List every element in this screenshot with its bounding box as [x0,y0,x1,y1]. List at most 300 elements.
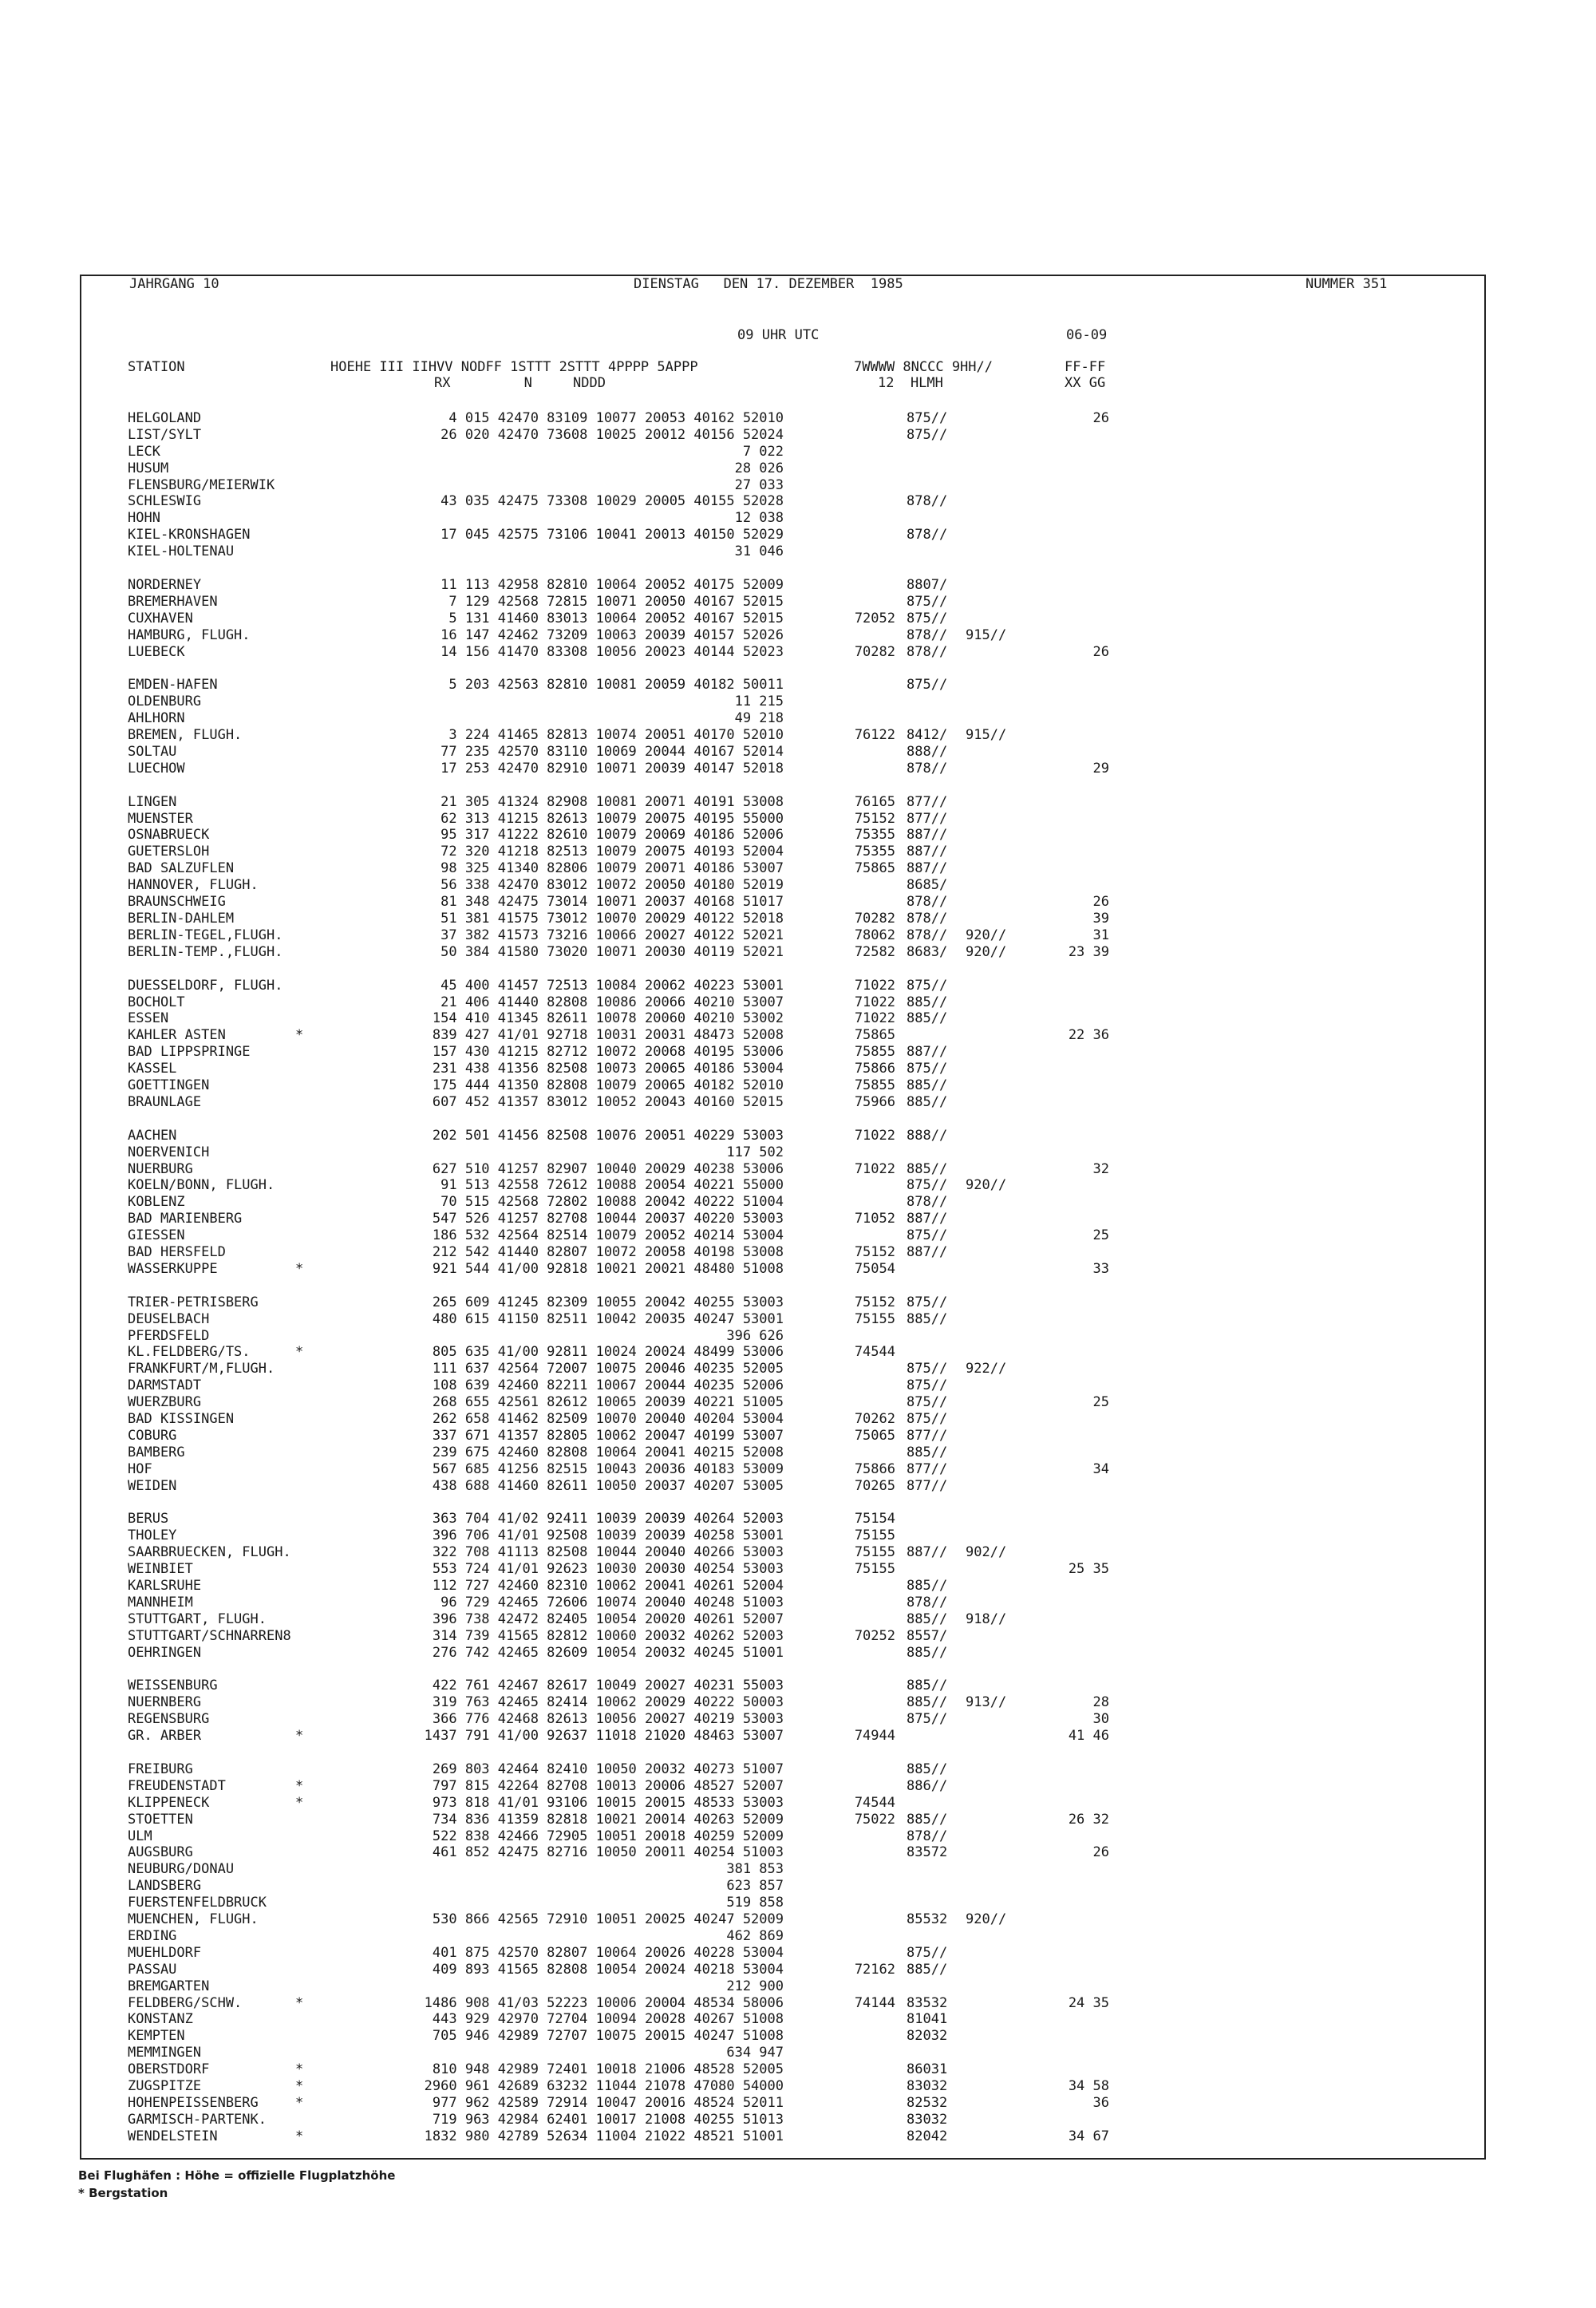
table-row [0,1928,1596,1944]
station-name: EMDEN-HAFEN [128,677,218,693]
gust-group: 41 46 [1068,1728,1109,1744]
table-row [0,460,1596,476]
station-name: FRANKFURT/M,FLUGH. [128,1361,275,1377]
weather-group: 71022 [854,1161,895,1177]
cloud-group: 81041 [907,2011,948,2027]
gust-group: 33 [1092,1261,1109,1277]
station-name: BAD MARIENBERG [128,1211,243,1227]
cloud-group: 887// [907,1544,948,1560]
weather-group: 75966 [854,1094,895,1110]
weather-group: 72162 [854,1962,895,1978]
station-name: GUETERSLOH [128,844,210,860]
observation-groups: 607 452 41357 83012 10052 20043 40160 52015 [432,1094,784,1110]
cloud-group: 85532 [907,1911,948,1927]
station-name: WEISSENBURG [128,1678,218,1693]
station-name: FLENSBURG/MEIERWIK [128,477,275,493]
station-name: BERLIN-DAHLEM [128,911,235,927]
table-row [0,1561,1596,1577]
cloud-group: 887// [907,1044,948,1060]
station-name: WEIDEN [128,1478,177,1494]
cloud-group: 887// [907,1244,948,1260]
weather-group: 75155 [854,1527,895,1543]
observation-groups: 530 866 42565 72910 10051 20025 40247 52009 [432,1911,784,1927]
station-name: COBURG [128,1428,177,1444]
observation-groups: 186 532 42564 82514 10079 20052 40214 53004 [432,1227,784,1243]
cloud-group: 878// [907,927,948,943]
table-row [0,1812,1596,1828]
observation-groups: 77 235 42570 83110 10069 20044 40167 52014 [440,744,784,760]
column-header-ff-sub: XX GG [1065,375,1106,391]
cloud-group: 877// [907,794,948,810]
cloud-group: 875// [907,1177,948,1193]
cloud-group: 885// [907,1010,948,1026]
weather-group: 75152 [854,811,895,827]
cloud-group: 8807/ [907,577,948,593]
table-row [0,1177,1596,1193]
gust-group: 23 39 [1068,944,1109,960]
column-header-ff: FF-FF [1065,359,1106,375]
table-row [0,1711,1596,1727]
observation-groups: 11 215 [734,694,784,709]
cloud-group: 83532 [907,1995,948,2011]
station-name: NEUBURG/DONAU [128,1861,235,1877]
weather-group: 70252 [854,1628,895,1644]
observation-groups: 21 305 41324 82908 10081 20071 40191 53008 [440,794,784,810]
cloud-group: 878// [907,761,948,777]
observation-groups: 72 320 41218 82513 10079 20075 40193 52004 [440,844,784,860]
table-row [0,1911,1596,1927]
observation-groups: 27 033 [734,477,784,493]
cloud-group: 875// [907,677,948,693]
table-row [0,1094,1596,1110]
table-row [0,827,1596,843]
weather-group: 71022 [854,978,895,994]
weather-group: 78062 [854,927,895,943]
table-row [0,1645,1596,1661]
weather-group: 71022 [854,1128,895,1144]
cloud-group: 86031 [907,2061,948,2077]
table-row [0,611,1596,626]
weather-group: 71022 [854,1010,895,1026]
weather-group: 76165 [854,794,895,810]
station-name: BRAUNSCHWEIG [128,894,226,910]
weather-group: 74144 [854,1995,895,2011]
weather-group: 75155 [854,1311,895,1327]
footnote-mountain-station: * Bergstation [78,2186,168,2200]
mountain-station-marker: * [295,1344,304,1360]
observation-groups: 56 338 42470 83012 10072 20050 40180 52019 [440,877,784,893]
station-name: OBERSTDORF [128,2061,210,2077]
observation-groups: 45 400 41457 72513 10084 20062 40223 53001 [440,978,784,994]
table-row [0,1678,1596,1693]
mountain-station-marker: * [295,2128,304,2144]
station-name: HANNOVER, FLUGH. [128,877,259,893]
station-name: FELDBERG/SCHW. [128,1995,243,2011]
table-row [0,1261,1596,1277]
gust-group: 32 [1092,1161,1109,1177]
mountain-station-marker: * [295,2095,304,2111]
observation-groups: 5 203 42563 82810 10081 20059 40182 50011 [448,677,784,693]
observation-groups: 5 131 41460 83013 10064 20052 40167 52015 [448,611,784,626]
station-name: KONSTANZ [128,2011,193,2027]
cloud-group: 878// [907,627,948,643]
table-row [0,444,1596,460]
table-row [0,1828,1596,1844]
observation-groups: 1832 980 42789 52634 11004 21022 48521 51001 [424,2128,784,2144]
cloud-group: 885// [907,1094,948,1110]
weather-group: 75855 [854,1077,895,1093]
table-row [0,1895,1596,1911]
observation-groups: 62 313 41215 82613 10079 20075 40195 55000 [440,811,784,827]
observation-groups: 12 038 [734,510,784,526]
cloud-group: 885// [907,994,948,1010]
column-header-station: STATION [128,359,185,375]
station-name: GOETTINGEN [128,1077,210,1093]
cloud-group: 875// [907,1361,948,1377]
table-row [0,1578,1596,1594]
station-name: ZUGSPITZE [128,2078,202,2094]
cloud-group: 887// [907,1211,948,1227]
table-row [0,527,1596,543]
cloud-height-group: 920// [966,927,1007,943]
observation-groups: 96 729 42465 72606 10074 20040 40248 51003 [440,1595,784,1610]
weather-group: 72052 [854,611,895,626]
table-row [0,1010,1596,1026]
table-row [0,1377,1596,1393]
table-row [0,1411,1596,1427]
table-row [0,1428,1596,1444]
cloud-group: 878// [907,493,948,509]
cloud-group: 885// [907,1311,948,1327]
cloud-group: 83032 [907,2078,948,2094]
observation-groups: 409 893 41565 82808 10054 20024 40218 53004 [432,1962,784,1978]
gust-group: 26 32 [1068,1812,1109,1828]
table-row [0,1761,1596,1777]
observation-groups: 43 035 42475 73308 10029 20005 40155 52028 [440,493,784,509]
table-row [0,1444,1596,1460]
station-name: FREUDENSTADT [128,1778,226,1794]
table-row [0,944,1596,960]
date-line: DIENSTAG DEN 17. DEZEMBER 1985 [634,276,903,292]
table-row [0,1144,1596,1160]
observation-groups: 17 045 42575 73106 10041 20013 40150 52029 [440,527,784,543]
observation-groups: 547 526 41257 82708 10044 20037 40220 53003 [432,1211,784,1227]
station-name: SCHLESWIG [128,493,202,509]
table-row [0,1844,1596,1860]
observation-groups: 37 382 41573 73216 10066 20027 40122 52021 [440,927,784,943]
table-row [0,2095,1596,2111]
cloud-height-group: 902// [966,1544,1007,1560]
station-name: STUTTGART/SCHNARREN8 [128,1628,291,1644]
table-row [0,677,1596,693]
observation-groups: 567 685 41256 82515 10043 20036 40183 53009 [432,1461,784,1477]
cloud-height-group: 918// [966,1611,1007,1627]
observation-groups: 443 929 42970 72704 10094 20028 40267 51008 [432,2011,784,2027]
weather-group: 75855 [854,1044,895,1060]
observation-groups: 363 704 41/02 92411 10039 20039 40264 52003 [432,1511,784,1527]
station-name: SOLTAU [128,744,177,760]
station-name: DUESSELDORF, FLUGH. [128,978,283,994]
cloud-group: 878// [907,911,948,927]
gust-group: 39 [1092,911,1109,927]
table-row [0,543,1596,559]
table-row [0,1861,1596,1877]
cloud-group: 885// [907,1611,948,1627]
observation-groups: 4 015 42470 83109 10077 20053 40162 52010 [448,410,784,426]
table-row [0,2045,1596,2061]
table-row [0,2061,1596,2077]
cloud-group: 888// [907,744,948,760]
table-row [0,1311,1596,1327]
cloud-group: 8685/ [907,877,948,893]
cloud-group: 877// [907,1461,948,1477]
station-name: KARLSRUHE [128,1578,202,1594]
station-name: KOELN/BONN, FLUGH. [128,1177,275,1193]
table-row [0,744,1596,760]
gust-group: 36 [1092,2095,1109,2111]
cloud-group: 885// [907,1962,948,1978]
cloud-group: 887// [907,844,948,860]
observation-groups: 381 853 [726,1861,784,1877]
cloud-group: 8683/ [907,944,948,960]
table-row [0,410,1596,426]
cloud-height-group: 915// [966,627,1007,643]
table-row [0,1995,1596,2011]
weather-group: 75866 [854,1061,895,1077]
observation-groups: 31 046 [734,543,784,559]
station-name: KL.FELDBERG/TS. [128,1344,251,1360]
station-name: ESSEN [128,1010,169,1026]
cloud-group: 885// [907,1645,948,1661]
observation-groups: 14 156 41470 83308 10056 20023 40144 52023 [440,644,784,660]
station-name: DARMSTADT [128,1377,202,1393]
observation-groups: 95 317 41222 82610 10079 20069 40186 52006 [440,827,784,843]
station-name: GARMISCH-PARTENK. [128,2112,267,2128]
cloud-group: 8557/ [907,1628,948,1644]
weather-group: 70282 [854,911,895,927]
station-name: NORDERNEY [128,577,202,593]
station-name: MEMMINGEN [128,2045,202,2061]
station-name: TRIER-PETRISBERG [128,1294,259,1310]
table-row [0,1962,1596,1978]
cloud-group: 885// [907,1812,948,1828]
weather-group: 75065 [854,1428,895,1444]
station-name: KIEL-HOLTENAU [128,543,235,559]
observation-groups: 2960 961 42689 63232 11044 21078 47080 54000 [424,2078,784,2094]
table-row [0,427,1596,443]
table-row [0,1878,1596,1894]
observation-groups: 50 384 41580 73020 10071 20030 40119 52021 [440,944,784,960]
mountain-station-marker: * [295,1995,304,2011]
gust-group: 26 [1092,410,1109,426]
observation-groups: 212 900 [726,1978,784,1994]
cloud-group: 878// [907,1194,948,1210]
observation-groups: 231 438 41356 82508 10073 20065 40186 53004 [432,1061,784,1077]
station-name: LINGEN [128,794,177,810]
observation-groups: 268 655 42561 82612 10065 20039 40221 51005 [432,1394,784,1410]
mountain-station-marker: * [295,2078,304,2094]
table-row [0,1344,1596,1360]
cloud-group: 82032 [907,2028,948,2044]
table-row [0,1161,1596,1177]
station-name: BREMGARTEN [128,1978,210,1994]
station-name: PASSAU [128,1962,177,1978]
station-name: WASSERKUPPE [128,1261,218,1277]
observation-groups: 973 818 41/01 93106 10015 20015 48533 53003 [432,1795,784,1811]
weather-group: 70265 [854,1478,895,1494]
table-row [0,1795,1596,1811]
cloud-height-group: 913// [966,1694,1007,1710]
table-row [0,2028,1596,2044]
table-row [0,493,1596,509]
cloud-group: 875// [907,410,948,426]
table-row [0,2128,1596,2144]
observation-groups: 396 706 41/01 92508 10039 20039 40258 53001 [432,1527,784,1543]
station-name: BERLIN-TEMP.,FLUGH. [128,944,283,960]
station-name: KOBLENZ [128,1194,185,1210]
table-row [0,1077,1596,1093]
table-row [0,927,1596,943]
weather-group: 70282 [854,644,895,660]
table-row [0,1227,1596,1243]
station-name: BREMEN, FLUGH. [128,727,243,743]
table-row [0,510,1596,526]
station-name: BAD HERSFELD [128,1244,226,1260]
observation-groups: 91 513 42558 72612 10088 20054 40221 55000 [440,1177,784,1193]
observation-groups: 366 776 42468 82613 10056 20027 40219 53003 [432,1711,784,1727]
gust-group: 30 [1092,1711,1109,1727]
column-header-right: 7WWWW 8NCCC 9HH// [854,359,993,375]
observation-groups: 810 948 42989 72401 10018 21006 48528 52005 [432,2061,784,2077]
observation-groups: 462 869 [726,1928,784,1944]
station-name: HAMBURG, FLUGH. [128,627,251,643]
station-name: BREMERHAVEN [128,594,218,610]
cloud-group: 877// [907,811,948,827]
observation-groups: 26 020 42470 73608 10025 20012 40156 52024 [440,427,784,443]
cloud-group: 878// [907,1828,948,1844]
cloud-group: 885// [907,1761,948,1777]
cloud-height-group: 922// [966,1361,1007,1377]
station-name: AUGSBURG [128,1844,193,1860]
table-row [0,2078,1596,2094]
weather-group: 75154 [854,1511,895,1527]
observation-groups: 157 430 41215 82712 10072 20068 40195 53006 [432,1044,784,1060]
weather-group: 75155 [854,1561,895,1577]
observation-groups: 212 542 41440 82807 10072 20058 40198 53008 [432,1244,784,1260]
gust-group: 34 67 [1068,2128,1109,2144]
station-name: NUERBURG [128,1161,193,1177]
station-name: HELGOLAND [128,410,202,426]
cloud-group: 8412/ [907,727,948,743]
station-name: BAD LIPPSPRINGE [128,1044,251,1060]
observation-groups: 805 635 41/00 92811 10024 20024 48499 53006 [432,1344,784,1360]
cloud-group: 887// [907,827,948,843]
table-row [0,1061,1596,1077]
observation-groups: 262 658 41462 82509 10070 20040 40204 53004 [432,1411,784,1427]
cloud-group: 877// [907,1478,948,1494]
station-name: LUEBECK [128,644,185,660]
weather-group: 75866 [854,1461,895,1477]
cloud-group: 83572 [907,1844,948,1860]
station-name: GIESSEN [128,1227,185,1243]
station-name: AACHEN [128,1128,177,1144]
station-name: BAD KISSINGEN [128,1411,235,1427]
weather-group: 72582 [854,944,895,960]
cloud-group: 875// [907,1394,948,1410]
observation-groups: 522 838 42466 72905 10051 20018 40259 52009 [432,1828,784,1844]
gust-group: 26 [1092,1844,1109,1860]
table-row [0,1211,1596,1227]
station-name: ERDING [128,1928,177,1944]
station-name: STOETTEN [128,1812,193,1828]
table-row [0,911,1596,927]
station-name: REGENSBURG [128,1711,210,1727]
cloud-group: 878// [907,894,948,910]
table-row [0,1778,1596,1794]
observation-groups: 921 544 41/00 92818 10021 20021 48480 51008 [432,1261,784,1277]
observation-groups: 839 427 41/01 92718 10031 20031 48473 52008 [432,1027,784,1043]
observation-groups: 719 963 42984 62401 10017 21008 40255 51013 [432,2112,784,2128]
table-row [0,477,1596,493]
observation-groups: 117 502 [726,1144,784,1160]
observation-groups: 175 444 41350 82808 10079 20065 40182 52010 [432,1077,784,1093]
observation-groups: 480 615 41150 82511 10042 20035 40247 53001 [432,1311,784,1327]
mountain-station-marker: * [295,1728,304,1744]
observation-groups: 265 609 41245 82309 10055 20042 40255 53003 [432,1294,784,1310]
station-name: MUEHLDORF [128,1945,202,1961]
observation-groups: 3 224 41465 82813 10074 20051 40170 52010 [448,727,784,743]
gust-group: 25 35 [1068,1561,1109,1577]
observation-groups: 634 947 [726,2045,784,2061]
column-header-main: HOEHE III IIHVV NODFF 1STTT 2STTT 4PPPP 5APPP [330,359,698,375]
station-name: FREIBURG [128,1761,193,1777]
table-row [0,894,1596,910]
station-name: HOF [128,1461,152,1477]
station-name: FUERSTENFELDBRUCK [128,1895,267,1911]
observation-groups: 337 671 41357 82805 10062 20047 40199 53007 [432,1428,784,1444]
station-name: BAD SALZUFLEN [128,860,235,876]
station-name: CUXHAVEN [128,611,193,626]
observation-groups: 314 739 41565 82812 10060 20032 40262 52003 [432,1628,784,1644]
weather-group: 71052 [854,1211,895,1227]
weather-group: 75355 [854,827,895,843]
cloud-group: 885// [907,1678,948,1693]
cloud-group: 875// [907,1227,948,1243]
cloud-group: 875// [907,611,948,626]
table-row [0,877,1596,893]
observation-groups: 977 962 42589 72914 10047 20016 48524 52011 [432,2095,784,2111]
observation-groups: 1486 908 41/03 52223 10006 20004 48534 58006 [424,1995,784,2011]
table-row [0,710,1596,726]
table-row [0,1394,1596,1410]
mountain-station-marker: * [295,1778,304,1794]
observation-groups: 396 738 42472 82405 10054 20020 40261 52007 [432,1611,784,1627]
observation-groups: 239 675 42460 82808 10064 20041 40215 52008 [432,1444,784,1460]
table-row [0,1595,1596,1610]
table-row [0,1478,1596,1494]
cloud-height-group: 920// [966,1911,1007,1927]
station-name: THOLEY [128,1527,177,1543]
cloud-group: 878// [907,1595,948,1610]
gust-group: 26 [1092,644,1109,660]
observation-groups: 17 253 42470 82910 10071 20039 40147 52018 [440,761,784,777]
station-name: BRAUNLAGE [128,1094,202,1110]
table-row [0,577,1596,593]
station-name: SAARBRUECKEN, FLUGH. [128,1544,291,1560]
gust-group: 34 58 [1068,2078,1109,2094]
observation-groups: 519 858 [726,1895,784,1911]
station-name: WEINBIET [128,1561,193,1577]
